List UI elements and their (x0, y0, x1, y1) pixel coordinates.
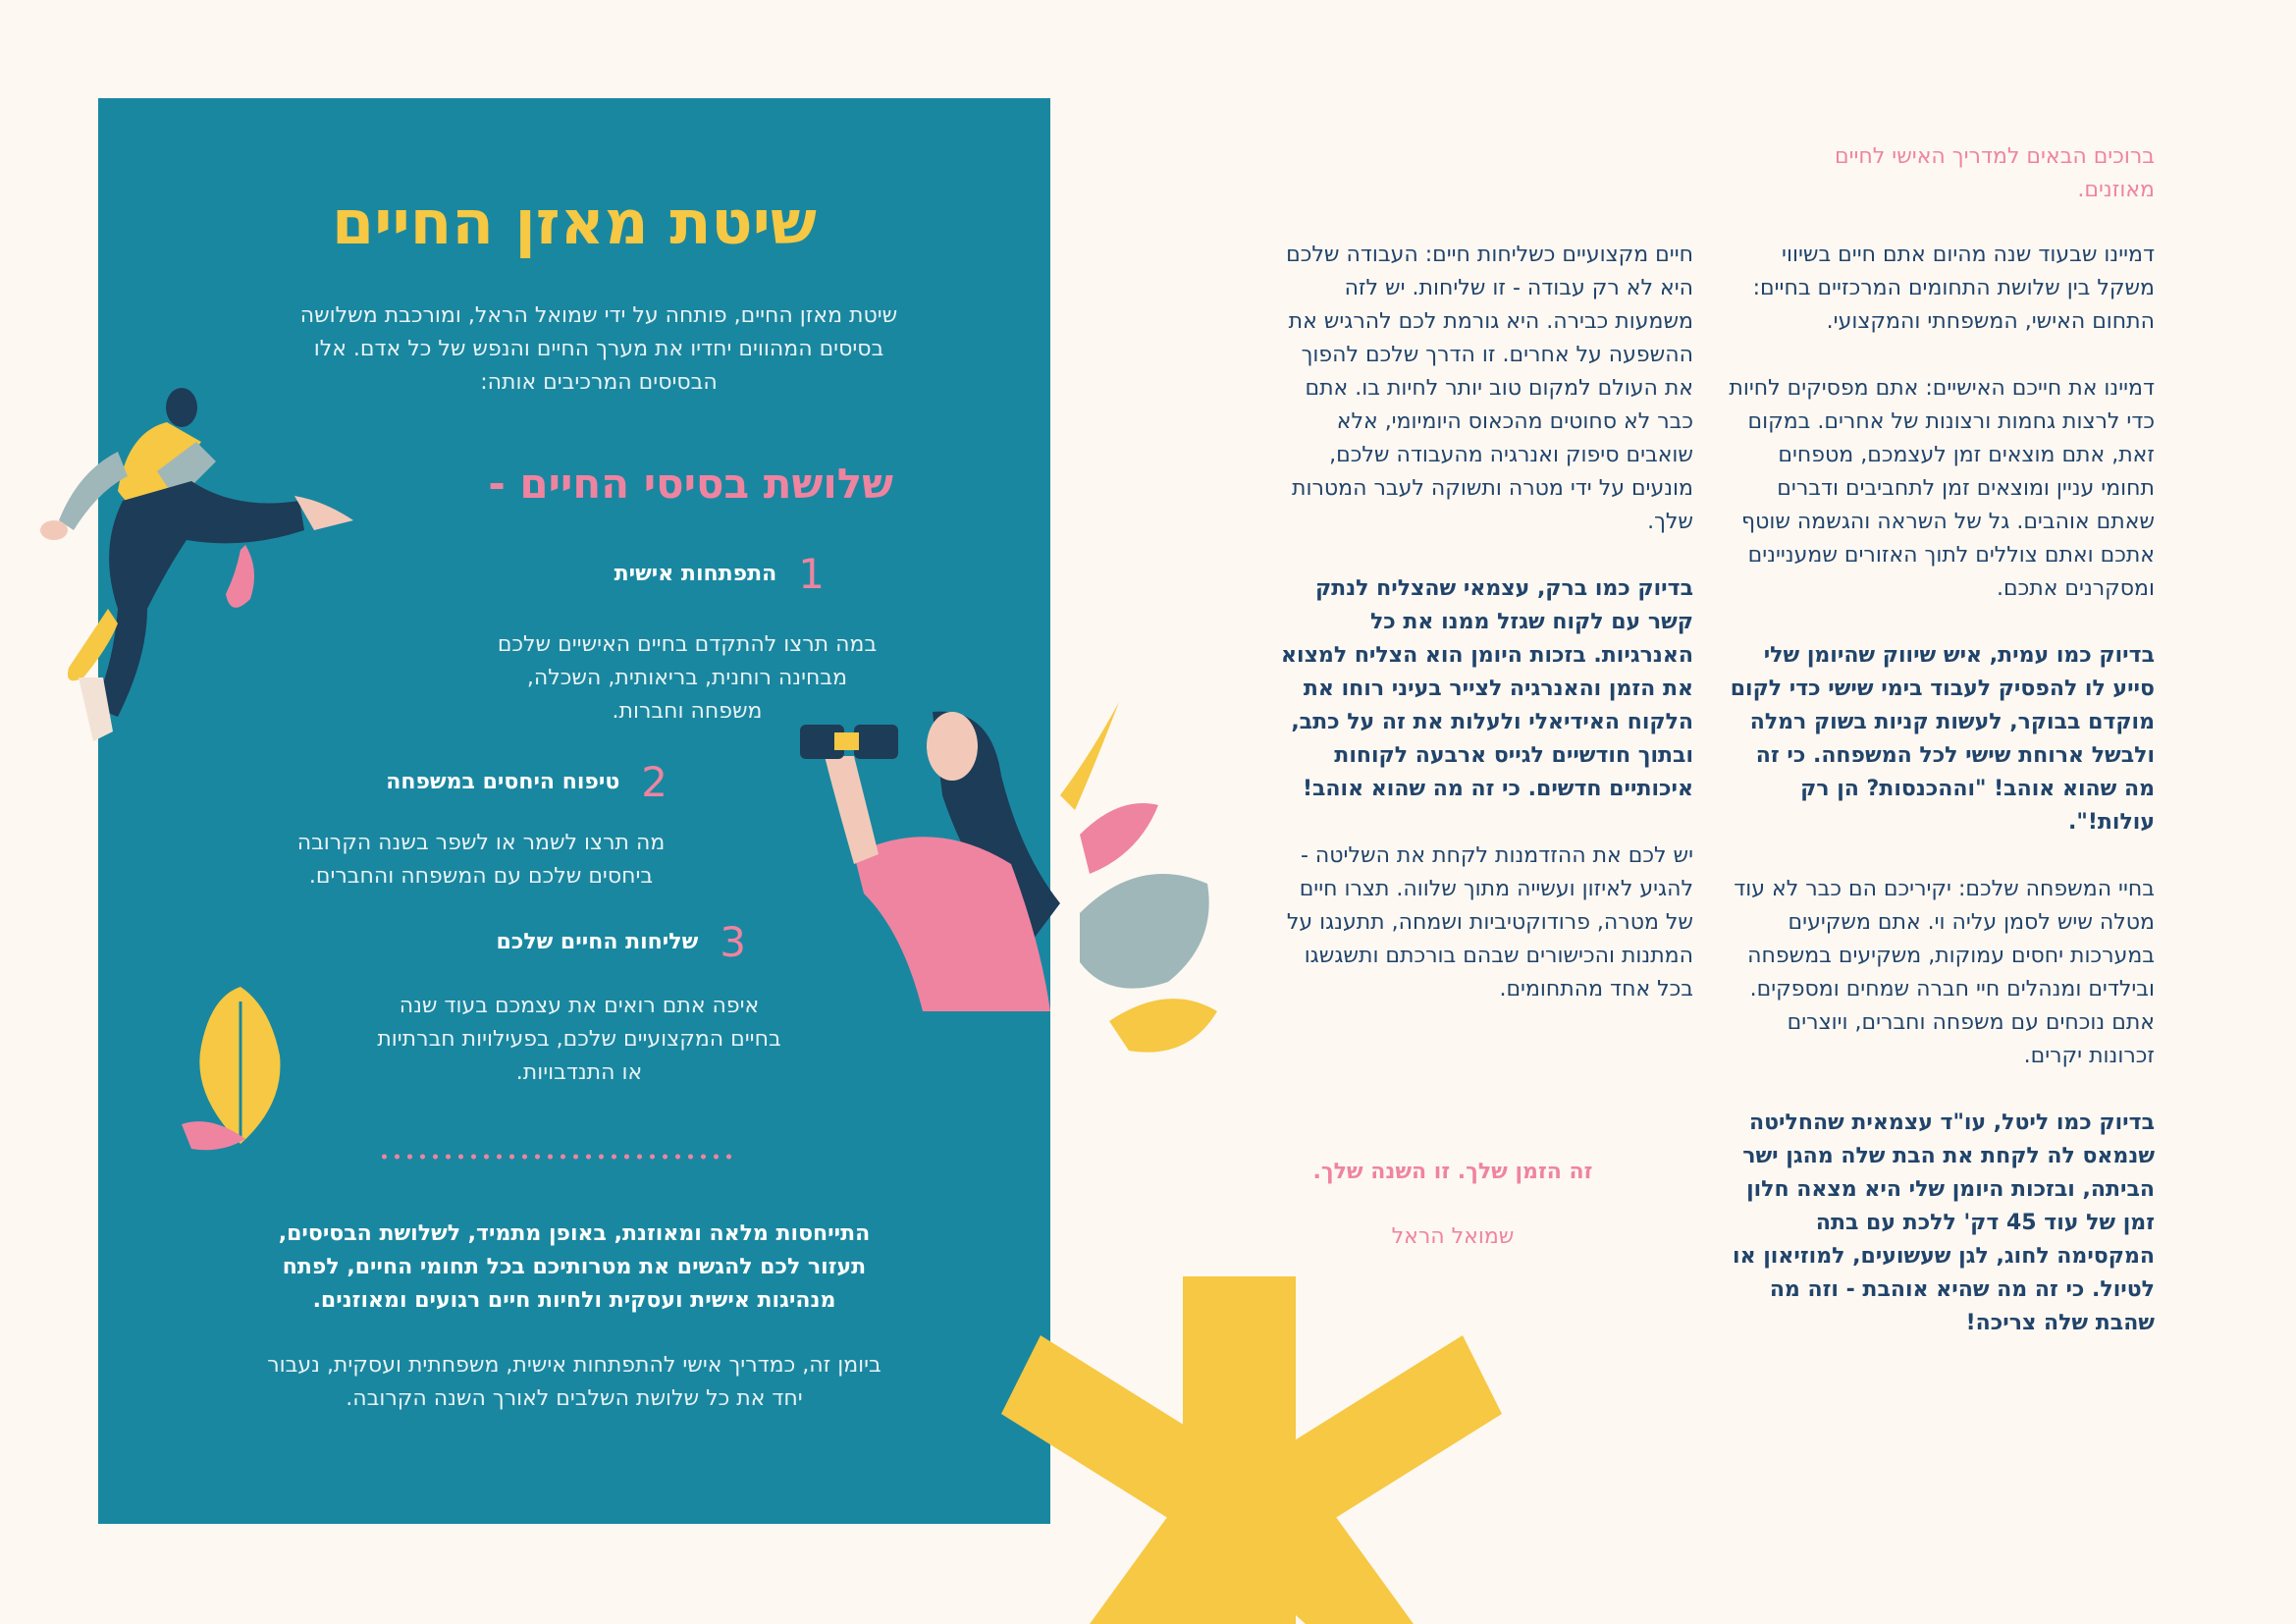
tagline: זה הזמן שלך. זו השנה שלך. (1312, 1160, 1593, 1184)
closing-bold-text: התייחסות מלאה ומאוזנת, באופן מתמיד, לשלושת הבסיסים, תעזור לכם להגשים את מטרותיכם בכל תחומי החיים, לפתח מנהיגות אישית ועסקית ולחיות חיים רגועים ומאוזנים. (278, 1221, 871, 1313)
base-item-1-text: במה תרצו להתקדם בחיים האישיים שלכם מבחינה רוחנית, בריאותית, השכלה, משפחה וחברות. (497, 632, 878, 724)
page-title: שיטת מאזן החיים (332, 187, 817, 258)
base-item-2-text: מה תרצו לשמר או לשפר בשנה הקרובה ביחסים שלכם עם המשפחה והחברים. (296, 831, 666, 889)
yellow-asterisk-illustration (982, 1276, 1531, 1624)
section-subtitle: שלושת בסיסי החיים - (488, 460, 893, 508)
col1-paragraph-4: בחיי המשפחה שלכם: יקיריכם הם כבר לא עוד מטלה שיש לסמן עליה וי. אתם משקיעים במערכות יחסים עמוקות, משקיעים במשפחה ובילדים ומנהלים חיי חברה שמחים ומספקים. אתם נוכחים עם משפחה וחברים, ויוצרים זכרונות יקרים. (1734, 877, 2155, 1068)
right-column-1 (1728, 239, 2155, 1374)
col2-paragraph-2: בדיוק כמו ברק, עצמאי שהצליח לנתק קשר עם לקוח שגזל ממנו את כל האנרגיות. בזכות היומן הוא הצליח למצוא את הזמן והאנרגיה לצייר בעיני רוחו את הלקוח האידיאלי ולעלות את זה על כתב, ובתוך חודשיים לגייס ארבעה לקוחות איכותיים חדשים. כי זה מה שהוא אוהב! (1281, 576, 1693, 801)
leaf-illustration-left (172, 977, 309, 1154)
base-item-2-head (344, 758, 667, 806)
welcome-heading: ברוכים הבאים למדריך האישי לחיים מאוזנים. (1834, 144, 2155, 202)
base-item-2 (344, 758, 667, 806)
col1-paragraph-3: בדיוק כמו עמית, איש שיווק שהיומן שלי סייע לו להפסיק לעבוד בימי שישי כדי לקום מוקדם בבוקר, לעשות קניות בשוק רמלה ולבשל ארוחת שישי לכל המשפחה. כי זה מה שהוא אוהב! "וההכנסות? הן רק עולות!". (1730, 643, 2155, 835)
base-item-3-title: שליחות החיים שלכם (496, 930, 699, 954)
col1-paragraph-1: דמיינו שבעוד שנה מהיום אתם חיים בשיווי משקל בין שלושת התחומים המרכזיים בחיים: התחום האישי, המשפחתי והמקצועי. (1752, 243, 2155, 334)
base-item-2-title: טיפוח היחסים במשפחה (386, 770, 620, 794)
binoculars-woman-illustration (795, 687, 1227, 1060)
col1-paragraph-2: דמיינו את חייכם האישיים: אתם מפסיקים לחיות כדי לרצות גחמות ורצונות של אחרים. במקום זאת, אתם מוצאים זמן לעצמכם, מטפחים תחומי עניין ומוצאים זמן לתחביבים ודברים שאתם אוהבים. גל של השראה והגשמה שוטף אתכם ואתם צוללים לתוך האזורים שמעניינים ומסקרנים אתכם. (1729, 376, 2155, 601)
dotted-divider (378, 1154, 736, 1160)
base-item-1-title: התפתחות אישית (614, 562, 777, 586)
intro-text: שיטת מאזן החיים, פותחה על ידי שמואל הראל, ומורכבת משלושה בסיסים המהווים יחדיו את מערך החיים והנפש של כל אדם. אלו הבסיסים המרכיבים אותה: (299, 303, 898, 395)
closing-text: ביומן זה, כמדריך אישי להתפתחות אישית, משפחתית ועסקית, נעבור יחד את כל שלושת השלבים לאורך השנה הקרובה. (267, 1353, 881, 1411)
base-item-1 (530, 550, 825, 598)
right-column-2 (1276, 239, 1693, 1040)
base-item-3-head (461, 918, 746, 966)
jumping-man-illustration (20, 383, 402, 756)
base-item-3-text: איפה אתם רואים את עצמכם בעוד שנה בחיים המקצועיים שלכם, בפעילויות חברתיות או התנדבויות. (377, 994, 781, 1085)
base-item-1-number: 1 (798, 550, 825, 598)
col2-paragraph-3: יש לכם את ההזדמנות לקחת את השליטה - להגיע לאיזון ועשייה מתוך שלווה. תצרו חיים של מטרה, פרודוקטיביות ושמחה, תתענגו על המתנות והכישורים שבהם בורכתם ותשגשגו בכל אחד מהתחומים. (1286, 843, 1693, 1001)
base-item-3 (461, 918, 746, 966)
col2-paragraph-1: חיים מקצועיים כשליחות חיים: העבודה שלכם היא לא רק עבודה - זו שליחות. יש לזה משמעות כבירה. היא גורמת לכם להרגיש את ההשפעה על אחרים. זו הדרך שלכם להפוך את העולם למקום טוב יותר לחיות בו. אתם כבר לא סחוטים מהכאוס היומיומי, אלא שואבים סיפוק ואנרגיה מהעבודה שלכם, מונעים על ידי מטרה ותשוקה לעבר המטרות שלך. (1286, 243, 1693, 534)
base-item-2-number: 2 (641, 758, 667, 806)
base-item-3-number: 3 (720, 918, 746, 966)
col1-paragraph-5: בדיוק כמו ליטל, עו"ד עצמאית שהחליטה שנמאס לה לקחת את הבת שלה מהגן ישר הביתה, ובזכות היומן שלי היא מצאה חלון זמן של עוד 45 דק' ללכת עם בתה המקסימה לחוג, לגן שעשועים, למוזיאון או לטיול. כי זה מה שהיא אוהבת - וזה מה שהבת שלה צריכה! (1733, 1110, 2155, 1335)
signature: שמואל הראל (1391, 1224, 1515, 1249)
base-item-1-head (530, 550, 825, 598)
